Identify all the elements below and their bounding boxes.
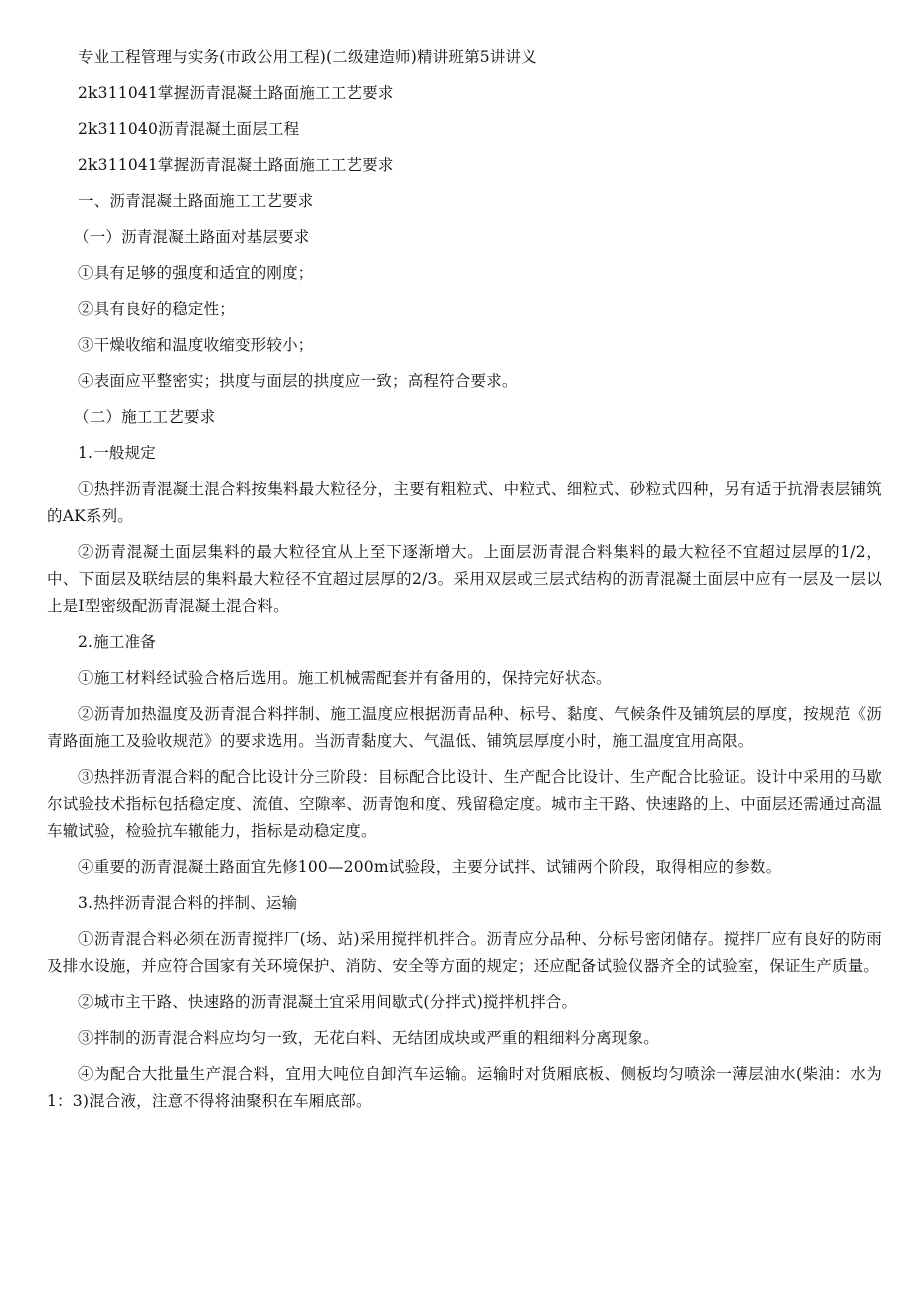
numbered-heading: 3.热拌沥青混合料的拌制、运输 (78, 894, 298, 912)
numbered-heading: 2.施工准备 (78, 633, 156, 651)
body-paragraph: ②沥青加热温度及沥青混合料拌制、施工温度应根据沥青品种、标号、黏度、气候条件及铺筑层的厚度，按规范《沥青路面施工及验收规范》的要求选用。当沥青黏度大、气温低、铺筑层厚度小时，施工温度宜用高限。 (47, 705, 882, 750)
section-heading: 一、沥青混凝土路面施工工艺要求 (78, 192, 314, 210)
list-item: ④表面应平整密实；拱度与面层的拱度应一致；高程符合要求。 (78, 372, 518, 390)
body-paragraph: ②城市主干路、快速路的沥青混凝土宜采用间歇式(分拌式)搅拌机拌合。 (78, 993, 578, 1011)
body-paragraph: ④重要的沥青混凝土路面宜先修100—200m试验段，主要分试拌、试铺两个阶段，取得相应的参数。 (78, 858, 782, 876)
section-code-heading: 2k311041掌握沥青混凝土路面施工工艺要求 (78, 84, 394, 102)
section-code-heading: 2k311041掌握沥青混凝土路面施工工艺要求 (78, 156, 394, 174)
body-paragraph: ①施工材料经试验合格后选用。施工机械需配套并有备用的，保持完好状态。 (78, 669, 612, 687)
body-paragraph: ③拌制的沥青混合料应均匀一致，无花白料、无结团成块或严重的粗细料分离现象。 (78, 1029, 659, 1047)
body-paragraph: ④为配合大批量生产混合料，宜用大吨位自卸汽车运输。运输时对货厢底板、侧板均匀喷涂一薄层油水(柴油：水为1：3)混合液，注意不得将油聚积在车厢底部。 (47, 1065, 882, 1110)
section-code-heading: 2k311040沥青混凝土面层工程 (78, 120, 300, 138)
subsection-heading: （二）施工工艺要求 (74, 408, 216, 426)
body-paragraph: ①热拌沥青混凝土混合料按集料最大粒径分，主要有粗粒式、中粒式、细粒式、砂粒式四种，另有适于抗滑表层铺筑的AK系列。 (47, 480, 882, 525)
numbered-heading: 1.一般规定 (78, 444, 156, 462)
list-item: ②具有良好的稳定性； (78, 300, 236, 318)
list-item: ①具有足够的强度和适宜的刚度； (78, 264, 314, 282)
body-paragraph: ①沥青混合料必须在沥青搅拌厂(场、站)采用搅拌机拌合。沥青应分品种、分标号密闭储存。搅拌厂应有良好的防雨及排水设施，并应符合国家有关环境保护、消防、安全等方面的规定；还应配备试验仪器齐全的试验室，保证生产质量。 (47, 930, 882, 975)
subsection-heading: （一）沥青混凝土路面对基层要求 (74, 228, 310, 246)
body-paragraph: ③热拌沥青混合料的配合比设计分三阶段：目标配合比设计、生产配合比设计、生产配合比验证。设计中采用的马歇尔试验技术指标包括稳定度、流值、空隙率、沥青饱和度、残留稳定度。城市主干路、快速路的上、中面层还需通过高温车辙试验，检验抗车辙能力，指标是动稳定度。 (47, 768, 882, 840)
document-page (47, 44, 882, 1124)
body-paragraph: ②沥青混凝土面层集料的最大粒径宜从上至下逐渐增大。上面层沥青混合料集料的最大粒径不宜超过层厚的1/2，中、下面层及联结层的集料最大粒径不宜超过层厚的2/3。采用双层或三层式结构的沥青混凝土面层中应有一层及一层以上是Ⅰ型密级配沥青混凝土混合料。 (47, 543, 882, 615)
document-title: 专业工程管理与实务(市政公用工程)(二级建造师)精讲班第5讲讲义 (78, 48, 537, 66)
list-item: ③干燥收缩和温度收缩变形较小； (78, 336, 314, 354)
